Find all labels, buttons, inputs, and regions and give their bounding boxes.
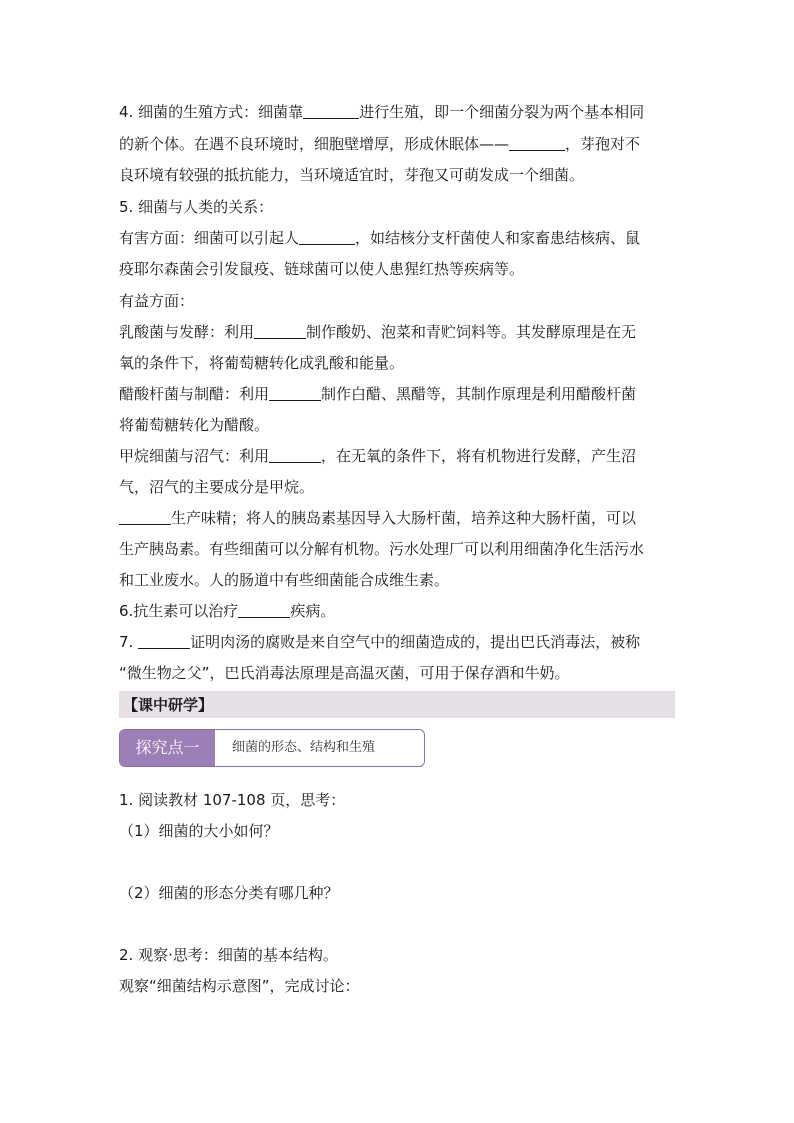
section-title: 【课中研学】 [123, 696, 214, 714]
lactic-line2: 氧的条件下，将葡萄糖转化成乳酸和能量。 [119, 354, 405, 372]
blank-fill[interactable] [303, 102, 359, 119]
harm-line1: 有害方面：细菌可以引起人 ，如结核分支杆菌使人和家畜患结核病、鼠 [119, 229, 641, 247]
item6-line: 6.抗生素可以治疗 疾病。 [119, 602, 336, 620]
probe-text: 细菌的形态、结构和生殖 [232, 740, 376, 755]
section-header [119, 691, 675, 718]
lactic-line1: 乳酸菌与发酵：利用 制作酸奶、泡菜和青贮饲料等。其发酵原理是在无 [119, 323, 637, 341]
q2-title: 2. 观察·思考：细菌的基本结构。 [119, 946, 338, 964]
item4-line2: 的新个体。在遇不良环境时，细胞壁增厚，形成休眠体—— ，芽孢对不 [119, 135, 641, 153]
acetic-line2: 将葡萄糖转化为醋酸。 [119, 416, 270, 434]
probe-tag: 探究点一 [120, 730, 215, 766]
q2-sub: 观察“细菌结构示意图”，完成讨论： [119, 977, 360, 995]
blank-fill[interactable] [238, 601, 290, 618]
q1-sub1: （1）细菌的大小如何？ [119, 822, 279, 840]
item4-line1: 4. 细菌的生殖方式：细菌靠 进行生殖，即一个细菌分裂为两个基本相同 [119, 103, 645, 121]
insulin-line3: 和工业废水。人的肠道中有些细菌能合成维生素。 [119, 571, 450, 589]
q1-title: 1. 阅读教材 107-108 页，思考： [119, 791, 346, 809]
item4-line3: 良环境有较强的抵抗能力，当环境适宜时，芽孢又可萌发成一个细菌。 [119, 166, 585, 184]
q1-sub2: （2）细菌的形态分类有哪几种？ [119, 884, 339, 902]
probe-point-box [119, 729, 425, 767]
benefit-title: 有益方面： [119, 292, 195, 310]
insulin-line1: 生产味精；将人的胰岛素基因导入大肠杆菌，培养这种大肠杆菌，可以 [119, 508, 679, 528]
blank-fill[interactable] [269, 384, 321, 401]
blank-fill[interactable] [119, 508, 171, 525]
methane-line1: 甲烷细菌与沼气：利用 ，在无氧的条件下，将有机物进行发酵，产生沼 [119, 447, 637, 465]
methane-line2: 气，沼气的主要成分是甲烷。 [119, 478, 315, 496]
insulin-line2: 生产胰岛素。有些细菌可以分解有机物。污水处理厂可以利用细菌净化生活污水 [119, 540, 645, 558]
blank-fill[interactable] [138, 632, 190, 649]
blank-fill[interactable] [269, 446, 321, 463]
blank-fill[interactable] [509, 134, 565, 151]
item7-line1: 7. 证明肉汤的腐败是来自空气中的细菌造成的，提出巴氏消毒法，被称 [119, 633, 641, 651]
harm-line2: 疫耶尔森菌会引发鼠疫、链球菌可以使人患猩红热等疾病等。 [119, 260, 525, 278]
blank-fill[interactable] [299, 228, 355, 245]
acetic-line1: 醋酸杆菌与制醋：利用 制作白醋、黑醋等，其制作原理是利用醋酸杆菌 [119, 385, 637, 403]
item5-title: 5. 细菌与人类的关系： [119, 198, 274, 216]
item7-line2: “微生物之父”，巴氏消毒法原理是高温灭菌，可用于保存酒和牛奶。 [119, 664, 570, 682]
blank-fill[interactable] [254, 322, 306, 339]
